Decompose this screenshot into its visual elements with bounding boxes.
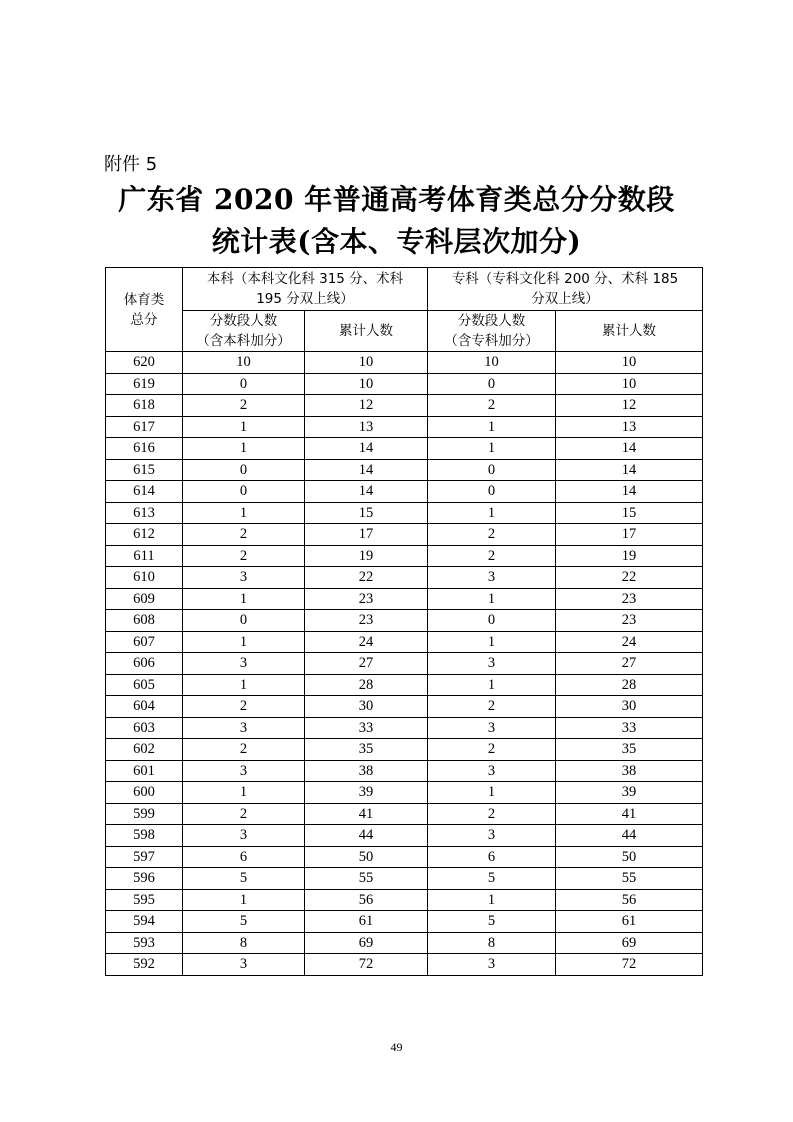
- cell-undergraduate-cumulative: 24: [305, 631, 428, 653]
- cell-junior-college-segment: 0: [428, 610, 556, 632]
- header-undergraduate-segment-count: 分数段人数 （含本科加分）: [183, 311, 305, 352]
- cell-junior-college-segment: 2: [428, 545, 556, 567]
- page-number: 49: [390, 1040, 403, 1054]
- cell-junior-college-segment: 1: [428, 416, 556, 438]
- document-title-line-2: 统计表(含本、专科层次加分): [211, 225, 582, 258]
- cell-undergraduate-segment: 2: [183, 696, 305, 718]
- cell-score: 617: [106, 416, 183, 438]
- cell-undergraduate-cumulative: 15: [305, 502, 428, 524]
- cell-junior-college-cumulative: 14: [556, 459, 703, 481]
- cell-undergraduate-segment: 0: [183, 373, 305, 395]
- table-row: [106, 932, 703, 954]
- cell-undergraduate-segment: 2: [183, 803, 305, 825]
- cell-undergraduate-cumulative: 72: [305, 954, 428, 976]
- table-row: [106, 459, 703, 481]
- table-row: [106, 395, 703, 417]
- cell-undergraduate-cumulative: 30: [305, 696, 428, 718]
- cell-undergraduate-cumulative: 22: [305, 567, 428, 589]
- cell-undergraduate-cumulative: 41: [305, 803, 428, 825]
- table-row: [106, 782, 703, 804]
- cell-undergraduate-segment: 10: [183, 352, 305, 374]
- cell-score: 601: [106, 760, 183, 782]
- cell-junior-college-cumulative: 50: [556, 846, 703, 868]
- cell-undergraduate-segment: 5: [183, 868, 305, 890]
- cell-score: 597: [106, 846, 183, 868]
- cell-undergraduate-segment: 3: [183, 954, 305, 976]
- header-junior-college-cumulative: 累计人数: [556, 311, 703, 352]
- cell-undergraduate-cumulative: 38: [305, 760, 428, 782]
- cell-junior-college-cumulative: 23: [556, 610, 703, 632]
- cell-score: 607: [106, 631, 183, 653]
- cell-junior-college-cumulative: 10: [556, 373, 703, 395]
- cell-undergraduate-cumulative: 14: [305, 481, 428, 503]
- table-row: [106, 739, 703, 761]
- cell-undergraduate-segment: 8: [183, 932, 305, 954]
- cell-score: 611: [106, 545, 183, 567]
- cell-undergraduate-cumulative: 13: [305, 416, 428, 438]
- cell-junior-college-segment: 1: [428, 889, 556, 911]
- header-junior-college-segment-count: 分数段人数 （含专科加分）: [428, 311, 556, 352]
- table-row: [106, 760, 703, 782]
- cell-undergraduate-segment: 3: [183, 760, 305, 782]
- cell-junior-college-cumulative: 15: [556, 502, 703, 524]
- cell-undergraduate-segment: 1: [183, 782, 305, 804]
- table-row: [106, 911, 703, 933]
- cell-undergraduate-segment: 0: [183, 610, 305, 632]
- table-row: [106, 373, 703, 395]
- cell-score: 593: [106, 932, 183, 954]
- cell-score: 606: [106, 653, 183, 675]
- header-total-score: 体育类 总分: [106, 268, 183, 352]
- cell-undergraduate-cumulative: 33: [305, 717, 428, 739]
- cell-junior-college-segment: 3: [428, 954, 556, 976]
- cell-undergraduate-segment: 3: [183, 825, 305, 847]
- cell-score: 603: [106, 717, 183, 739]
- cell-junior-college-cumulative: 55: [556, 868, 703, 890]
- cell-score: 613: [106, 502, 183, 524]
- cell-junior-college-segment: 0: [428, 373, 556, 395]
- cell-junior-college-cumulative: 24: [556, 631, 703, 653]
- table-row: [106, 588, 703, 610]
- cell-score: 600: [106, 782, 183, 804]
- cell-junior-college-cumulative: 69: [556, 932, 703, 954]
- table-body: [106, 352, 703, 976]
- table-row: [106, 803, 703, 825]
- cell-undergraduate-segment: 3: [183, 653, 305, 675]
- cell-undergraduate-segment: 1: [183, 889, 305, 911]
- cell-undergraduate-cumulative: 23: [305, 610, 428, 632]
- cell-junior-college-segment: 1: [428, 674, 556, 696]
- cell-undergraduate-segment: 1: [183, 674, 305, 696]
- cell-undergraduate-segment: 1: [183, 502, 305, 524]
- cell-undergraduate-cumulative: 23: [305, 588, 428, 610]
- cell-undergraduate-cumulative: 61: [305, 911, 428, 933]
- table-row: [106, 438, 703, 460]
- cell-undergraduate-segment: 1: [183, 416, 305, 438]
- cell-score: 598: [106, 825, 183, 847]
- cell-junior-college-segment: 3: [428, 825, 556, 847]
- table-row: [106, 846, 703, 868]
- cell-score: 614: [106, 481, 183, 503]
- table-row: [106, 502, 703, 524]
- cell-junior-college-cumulative: 38: [556, 760, 703, 782]
- cell-junior-college-cumulative: 72: [556, 954, 703, 976]
- cell-score: 616: [106, 438, 183, 460]
- cell-junior-college-segment: 5: [428, 911, 556, 933]
- cell-undergraduate-segment: 5: [183, 911, 305, 933]
- header-undergraduate: 本科（本科文化科 315 分、术科 195 分双上线）: [183, 268, 428, 311]
- cell-junior-college-cumulative: 22: [556, 567, 703, 589]
- cell-junior-college-segment: 3: [428, 567, 556, 589]
- cell-undergraduate-cumulative: 50: [305, 846, 428, 868]
- cell-junior-college-cumulative: 33: [556, 717, 703, 739]
- cell-junior-college-cumulative: 23: [556, 588, 703, 610]
- cell-junior-college-segment: 2: [428, 803, 556, 825]
- cell-junior-college-segment: 1: [428, 782, 556, 804]
- table-row: [106, 545, 703, 567]
- cell-undergraduate-segment: 0: [183, 459, 305, 481]
- cell-undergraduate-cumulative: 12: [305, 395, 428, 417]
- cell-undergraduate-segment: 1: [183, 588, 305, 610]
- cell-junior-college-segment: 1: [428, 588, 556, 610]
- cell-score: 594: [106, 911, 183, 933]
- cell-score: 609: [106, 588, 183, 610]
- cell-junior-college-segment: 0: [428, 481, 556, 503]
- cell-junior-college-segment: 3: [428, 653, 556, 675]
- cell-junior-college-segment: 8: [428, 932, 556, 954]
- table-row: [106, 610, 703, 632]
- cell-junior-college-cumulative: 30: [556, 696, 703, 718]
- cell-score: 596: [106, 868, 183, 890]
- cell-undergraduate-cumulative: 27: [305, 653, 428, 675]
- cell-junior-college-segment: 1: [428, 502, 556, 524]
- cell-junior-college-segment: 5: [428, 868, 556, 890]
- header-junior-college: 专科（专科文化科 200 分、术科 185 分双上线）: [428, 268, 703, 311]
- table-row: [106, 567, 703, 589]
- cell-junior-college-segment: 2: [428, 395, 556, 417]
- cell-junior-college-segment: 10: [428, 352, 556, 374]
- table-row: [106, 696, 703, 718]
- cell-score: 592: [106, 954, 183, 976]
- cell-junior-college-cumulative: 10: [556, 352, 703, 374]
- cell-score: 604: [106, 696, 183, 718]
- cell-junior-college-cumulative: 39: [556, 782, 703, 804]
- table-row: [106, 524, 703, 546]
- cell-score: 618: [106, 395, 183, 417]
- cell-score: 595: [106, 889, 183, 911]
- header-undergraduate-cumulative: 累计人数: [305, 311, 428, 352]
- cell-undergraduate-cumulative: 17: [305, 524, 428, 546]
- cell-undergraduate-segment: 6: [183, 846, 305, 868]
- cell-junior-college-cumulative: 12: [556, 395, 703, 417]
- cell-junior-college-segment: 3: [428, 760, 556, 782]
- table-row: [106, 631, 703, 653]
- cell-junior-college-segment: 2: [428, 739, 556, 761]
- table-row: [106, 954, 703, 976]
- cell-junior-college-cumulative: 14: [556, 481, 703, 503]
- cell-junior-college-cumulative: 44: [556, 825, 703, 847]
- cell-undergraduate-cumulative: 69: [305, 932, 428, 954]
- cell-junior-college-segment: 1: [428, 631, 556, 653]
- cell-undergraduate-cumulative: 28: [305, 674, 428, 696]
- cell-undergraduate-segment: 3: [183, 717, 305, 739]
- table-row: [106, 825, 703, 847]
- cell-undergraduate-cumulative: 14: [305, 459, 428, 481]
- cell-undergraduate-cumulative: 10: [305, 373, 428, 395]
- cell-undergraduate-segment: 0: [183, 481, 305, 503]
- cell-undergraduate-segment: 2: [183, 395, 305, 417]
- cell-score: 605: [106, 674, 183, 696]
- cell-undergraduate-segment: 2: [183, 545, 305, 567]
- cell-undergraduate-cumulative: 39: [305, 782, 428, 804]
- cell-junior-college-cumulative: 28: [556, 674, 703, 696]
- cell-undergraduate-cumulative: 14: [305, 438, 428, 460]
- cell-score: 612: [106, 524, 183, 546]
- table-row: [106, 868, 703, 890]
- cell-score: 602: [106, 739, 183, 761]
- cell-junior-college-cumulative: 41: [556, 803, 703, 825]
- cell-undergraduate-segment: 1: [183, 631, 305, 653]
- table-row: [106, 653, 703, 675]
- cell-undergraduate-cumulative: 35: [305, 739, 428, 761]
- attachment-label: 附件 5: [104, 154, 158, 175]
- cell-score: 599: [106, 803, 183, 825]
- cell-junior-college-cumulative: 14: [556, 438, 703, 460]
- cell-junior-college-segment: 2: [428, 696, 556, 718]
- cell-undergraduate-segment: 2: [183, 739, 305, 761]
- cell-score: 620: [106, 352, 183, 374]
- document-title-line-1: 广东省 2020 年普通高考体育类总分分数段: [118, 183, 675, 216]
- cell-junior-college-segment: 2: [428, 524, 556, 546]
- cell-junior-college-segment: 6: [428, 846, 556, 868]
- table-row: [106, 717, 703, 739]
- cell-junior-college-cumulative: 17: [556, 524, 703, 546]
- score-statistics-table: [105, 267, 703, 976]
- cell-junior-college-segment: 0: [428, 459, 556, 481]
- table-row: [106, 889, 703, 911]
- cell-undergraduate-cumulative: 19: [305, 545, 428, 567]
- cell-junior-college-cumulative: 27: [556, 653, 703, 675]
- cell-junior-college-segment: 1: [428, 438, 556, 460]
- cell-undergraduate-segment: 3: [183, 567, 305, 589]
- table-row: [106, 674, 703, 696]
- cell-score: 619: [106, 373, 183, 395]
- table-row: [106, 352, 703, 374]
- cell-score: 615: [106, 459, 183, 481]
- cell-undergraduate-segment: 2: [183, 524, 305, 546]
- cell-junior-college-segment: 3: [428, 717, 556, 739]
- table-row: [106, 416, 703, 438]
- cell-junior-college-cumulative: 19: [556, 545, 703, 567]
- cell-score: 610: [106, 567, 183, 589]
- cell-score: 608: [106, 610, 183, 632]
- table-row: [106, 481, 703, 503]
- cell-junior-college-cumulative: 13: [556, 416, 703, 438]
- cell-junior-college-cumulative: 61: [556, 911, 703, 933]
- cell-junior-college-cumulative: 35: [556, 739, 703, 761]
- cell-undergraduate-segment: 1: [183, 438, 305, 460]
- cell-undergraduate-cumulative: 10: [305, 352, 428, 374]
- cell-undergraduate-cumulative: 56: [305, 889, 428, 911]
- cell-undergraduate-cumulative: 55: [305, 868, 428, 890]
- cell-undergraduate-cumulative: 44: [305, 825, 428, 847]
- cell-junior-college-cumulative: 56: [556, 889, 703, 911]
